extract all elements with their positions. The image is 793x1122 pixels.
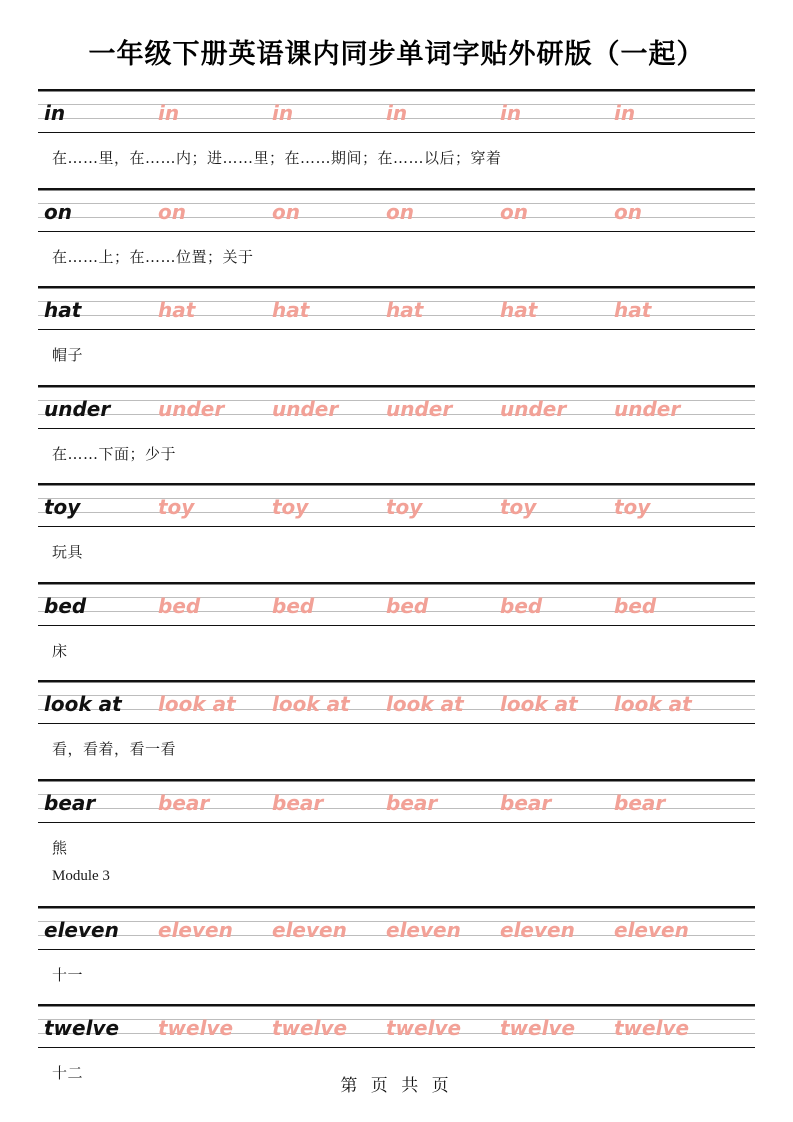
word-meaning-text: 床 bbox=[52, 641, 68, 660]
word-trace: under bbox=[386, 396, 453, 421]
word-trace: toy bbox=[272, 495, 309, 519]
word-trace: in bbox=[614, 101, 636, 125]
word-cells bbox=[38, 386, 755, 428]
word-row bbox=[38, 385, 755, 429]
word-cells bbox=[38, 287, 755, 329]
word-model: eleven bbox=[44, 917, 119, 942]
word-trace: hat bbox=[386, 298, 424, 322]
word-meaning bbox=[38, 950, 755, 999]
word-row bbox=[38, 906, 755, 950]
word-trace: under bbox=[158, 396, 225, 421]
word-trace: bed bbox=[386, 593, 429, 618]
word-trace: in bbox=[158, 101, 180, 125]
word-row bbox=[38, 779, 755, 823]
word-trace: hat bbox=[614, 298, 652, 322]
word-meaning-text: 十一 bbox=[52, 965, 84, 984]
word-model: toy bbox=[44, 495, 81, 519]
word-meaning-text: 十二 bbox=[52, 1064, 84, 1082]
word-meaning-text: 熊 bbox=[52, 838, 68, 857]
word-meaning-text: 在……上；在……位置；关于 bbox=[52, 247, 254, 266]
word-meaning bbox=[38, 232, 755, 281]
word-trace: bear bbox=[272, 790, 324, 815]
word-trace: twelve bbox=[272, 1016, 348, 1040]
word-cells bbox=[38, 907, 755, 949]
word-trace: look at bbox=[614, 692, 692, 716]
word-trace: twelve bbox=[386, 1016, 462, 1040]
word-model: bear bbox=[44, 790, 96, 815]
word-trace: on bbox=[272, 199, 300, 224]
word-meaning bbox=[38, 429, 755, 478]
word-trace: bed bbox=[500, 593, 543, 618]
word-model: bed bbox=[44, 593, 87, 618]
word-row bbox=[38, 582, 755, 626]
page-title: 一年级下册英语课内同步单词字贴外研版（一起） bbox=[88, 39, 705, 70]
word-trace: twelve bbox=[614, 1016, 690, 1040]
word-row bbox=[38, 680, 755, 724]
word-meaning-text: 玩具 bbox=[52, 543, 84, 561]
word-trace: hat bbox=[500, 298, 538, 322]
word-trace: bed bbox=[158, 593, 201, 618]
word-trace: toy bbox=[500, 495, 537, 519]
word-trace: eleven bbox=[158, 917, 233, 942]
word-row bbox=[38, 89, 755, 133]
word-model: in bbox=[44, 101, 66, 125]
word-meaning bbox=[38, 724, 755, 773]
word-model: look at bbox=[44, 692, 122, 716]
word-trace: look at bbox=[158, 692, 236, 716]
word-trace: on bbox=[500, 199, 528, 224]
word-trace: in bbox=[500, 101, 522, 125]
word-trace: in bbox=[386, 101, 408, 125]
word-cells bbox=[38, 681, 755, 723]
word-meaning bbox=[38, 626, 755, 675]
word-model: hat bbox=[44, 298, 82, 322]
word-trace: look at bbox=[500, 692, 578, 716]
word-row bbox=[38, 188, 755, 232]
word-trace: bear bbox=[500, 790, 552, 815]
word-meaning-text: 帽子 bbox=[52, 346, 84, 364]
word-meaning bbox=[38, 823, 755, 900]
word-trace: eleven bbox=[272, 917, 347, 942]
word-sheet bbox=[38, 89, 755, 1097]
word-cells bbox=[38, 1005, 755, 1047]
word-trace: on bbox=[614, 199, 642, 224]
word-trace: under bbox=[500, 396, 567, 421]
word-trace: under bbox=[272, 396, 339, 421]
word-trace: hat bbox=[158, 298, 196, 322]
word-model: under bbox=[44, 396, 111, 421]
word-meaning-text: 看，看着，看一看 bbox=[52, 740, 177, 758]
word-model: on bbox=[44, 199, 72, 224]
word-trace: on bbox=[158, 199, 186, 224]
word-trace: toy bbox=[614, 495, 651, 519]
word-trace: toy bbox=[386, 495, 423, 519]
word-model: twelve bbox=[44, 1016, 120, 1040]
word-trace: look at bbox=[272, 692, 350, 716]
word-trace: in bbox=[272, 101, 294, 125]
word-trace: eleven bbox=[614, 917, 689, 942]
word-meaning bbox=[38, 527, 755, 576]
word-trace: twelve bbox=[500, 1016, 576, 1040]
word-trace: eleven bbox=[500, 917, 575, 942]
word-trace: bear bbox=[158, 790, 210, 815]
word-meaning bbox=[38, 133, 755, 182]
word-cells bbox=[38, 583, 755, 625]
word-meaning-text: 在……下面；少于 bbox=[52, 444, 177, 463]
word-trace: hat bbox=[272, 298, 310, 322]
word-trace: under bbox=[614, 396, 681, 421]
word-row bbox=[38, 286, 755, 330]
word-cells bbox=[38, 90, 755, 132]
page-footer: 第 页 共 页 bbox=[340, 1076, 453, 1096]
word-trace: bear bbox=[386, 790, 438, 815]
word-trace: bed bbox=[614, 593, 657, 618]
word-trace: bear bbox=[614, 790, 666, 815]
word-meaning-text: 在……里，在……内；进……里；在……期间；在……以后；穿着 bbox=[52, 149, 502, 167]
module-label: Module 3 bbox=[52, 868, 110, 884]
word-cells bbox=[38, 780, 755, 822]
word-meaning bbox=[38, 330, 755, 379]
word-row bbox=[38, 1004, 755, 1048]
word-trace: toy bbox=[158, 495, 195, 519]
word-trace: on bbox=[386, 199, 414, 224]
word-trace: bed bbox=[272, 593, 315, 618]
word-cells bbox=[38, 189, 755, 231]
word-row bbox=[38, 483, 755, 527]
word-trace: look at bbox=[386, 692, 464, 716]
word-trace: twelve bbox=[158, 1016, 234, 1040]
word-trace: eleven bbox=[386, 917, 461, 942]
word-cells bbox=[38, 484, 755, 526]
